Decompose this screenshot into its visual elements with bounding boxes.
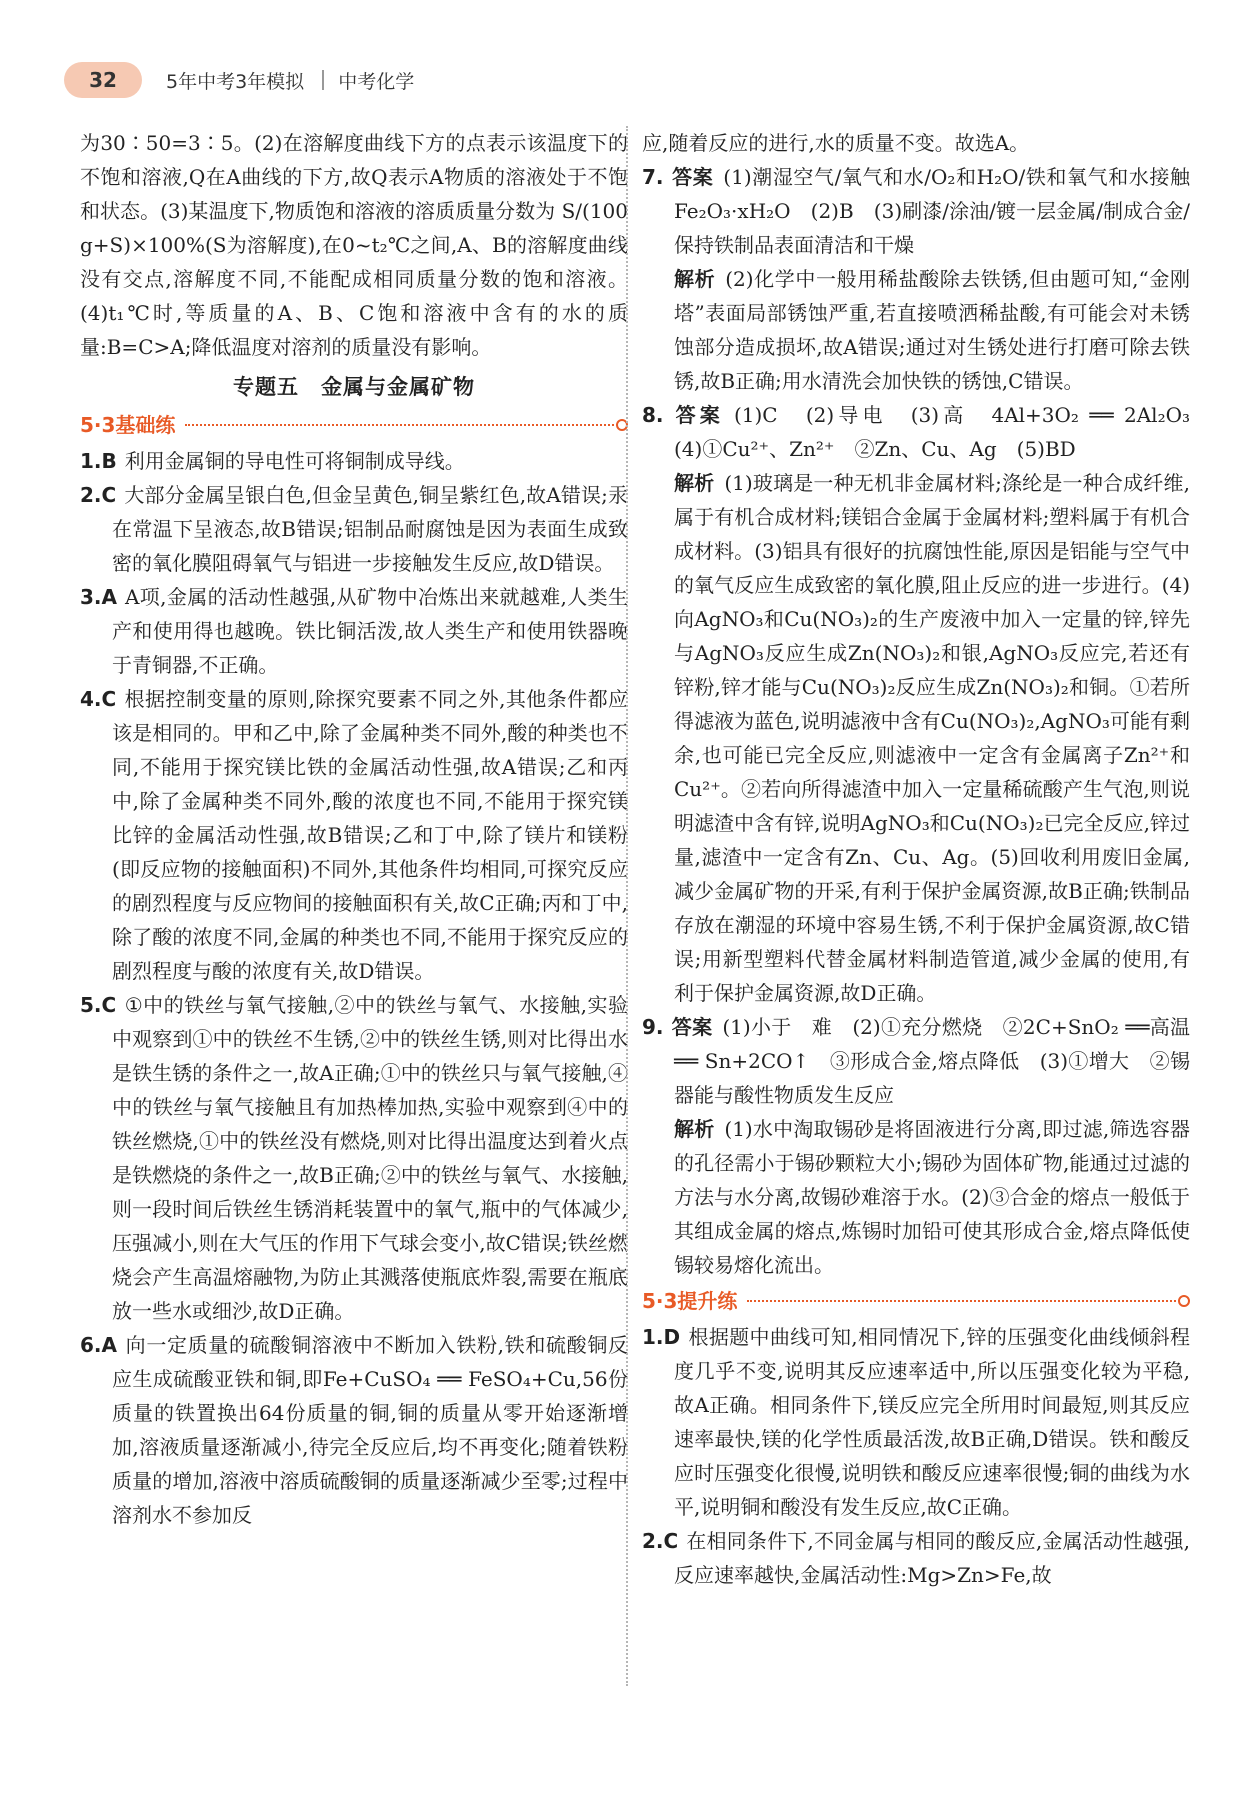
subject-label: 中考化学 [338,70,415,93]
answer-item: 9. 答案 (1)小于 难 (2)①充分燃烧 ②2C+SnO₂ ══高温══ Sn+2CO↑ ③形成合金,熔点降低 (3)①增大 ②锡器能与酸性物质发生反应 [642,1015,1190,1107]
continuation-text: 应,随着反应的进行,水的质量不变。故选A。 [642,131,1030,155]
answer-item: 2.C 大部分金属呈银白色,但金呈黄色,铜呈紫红色,故A错误;汞在常温下呈液态,故B错误;铝制品耐腐蚀是因为表面生成致密的氧化膜阻碍氧气与铝进一步接触发生反应,故D错误。 [80,483,628,575]
analysis-text: 解析 (1)玻璃是一种无机非金属材料;涤纶是一种合成纤维,属于有机合成材料;镁铝合金属于金属材料;塑料属于有机合成材料。(3)铝具有很好的抗腐蚀性能,原因是铝能与空气中的氧气反应生成致密的氧化膜,阻止反应的进一步进行。(4)向AgNO₃和Cu(NO₃)₂的生产废液中加入一定量的锌,锌先与AgNO₃反应生成Zn(NO₃)₂和银,AgNO₃反应完,若还有锌粉,锌才能与Cu(NO₃)₂反应生成Zn(NO₃)₂和铜。①若所得滤液为蓝色,说明滤液中含有Cu(NO₃)₂,AgNO₃可能有剩余,也可能已完全反应,则滤液中一定含有金属离子Zn²⁺和Cu²⁺。②若向所得滤渣中加入一定量稀硫酸产生气泡,则说明滤渣中含有锌,说明AgNO₃和Cu(NO₃)₂已完全反应,锌过量,滤渣中一定含有Zn、Cu、Ag。(5)回收利用废旧金属,减少金属矿物的开采,有利于保护金属资源,故B正确;铁制品存放在潮湿的环境中容易生锈,不利于保护金属资源,故C错误;用新型塑料代替金属材料制造管道,减少金属的使用,有利于保护金属资源,故D正确。 [674,471,1190,1005]
page-number-badge: 32 [64,62,142,98]
answer-item: 6.A 向一定质量的硫酸铜溶液中不断加入铁粉,铁和硫酸铜反应生成硫酸亚铁和铜,即Fe+CuSO₄ ══ FeSO₄+Cu,56份质量的铁置换出64份质量的铜,铜的质量从零开始逐渐增加,溶液质量逐渐减小,待完全反应后,均不再变化;随着铁粉质量的增加,溶液中溶质硫酸铜的质量逐渐减少至零;过程中溶剂水不参加反 [80,1333,628,1527]
answer-item: 1.B 利用金属铜的导电性可将铜制成导线。 [80,449,465,473]
section-end-dot [1178,1295,1190,1307]
page-header [64,60,414,100]
answer-item: 8. 答案 (1)C (2)导电 (3)高 4Al+3O₂ ══ 2Al₂O₃ (4)①Cu²⁺、Zn²⁺ ②Zn、Cu、Ag (5)BD [642,403,1211,461]
book-title: 5年中考3年模拟 [166,70,305,93]
analysis-text: 解析 (1)水中淘取锡砂是将固液进行分离,即过滤,筛选容器的孔径需小于锡砂颗粒大小;锡砂为固体矿物,能通过过滤的方法与水分离,故锡砂难溶于水。(2)③合金的熔点一般低于其组成金属的熔点,炼锡时加铅可使其形成合金,熔点降低使锡较易熔化流出。 [674,1117,1191,1277]
answer-item: 5.C ①中的铁丝与氧气接触,②中的铁丝与氧气、水接触,实验中观察到①中的铁丝不生锈,②中的铁丝生锈,则对比得出水是铁生锈的条件之一,故A正确;①中的铁丝只与氧气接触,④中的铁丝与氧气接触且有加热棒加热,实验中观察到④中的铁丝燃烧,①中的铁丝没有燃烧,则对比得出温度达到着火点是铁燃烧的条件之一,故B正确;②中的铁丝与氧气、水接触,则一段时间后铁丝生锈消耗装置中的氧气,瓶中的气体减少,压强减小,则在大气压的作用下气球会变小,故C错误;铁丝燃烧会产生高温熔融物,为防止其溅落使瓶底炸裂,需要在瓶底放一些水或细沙,故D正确。 [80,993,628,1323]
answer-item: 4.C 根据控制变量的原则,除探究要素不同之外,其他条件都应该是相同的。甲和乙中,除了金属种类不同外,酸的种类也不同,不能用于探究镁比铁的金属活动性强,故A错误;乙和丙中,除了金属种类不同外,酸的浓度也不同,不能用于探究镁比锌的金属活动性强,故B错误;乙和丁中,除了镁片和镁粉(即反应物的接触面积)不同外,其他条件均相同,可探究反应的剧烈程度与反应物间的接触面积有关,故C正确;丙和丁中,除了酸的浓度不同,金属的种类也不同,不能用于探究反应的剧烈程度与酸的浓度有关,故D错误。 [80,687,628,983]
section-dotted-line [185,424,614,426]
column-divider [626,126,628,1686]
section-dotted-line [747,1300,1176,1302]
section-heading-basic [80,408,628,442]
section-title: 5·3提升练 [642,1289,738,1313]
continuation-text: 为30∶50=3∶5。(2)在溶解度曲线下方的点表示该温度下的不饱和溶液,Q在A曲线的下方,故Q表示A物质的溶液处于不饱和状态。(3)某温度下,物质饱和溶液的溶质质量分数为 S/(100 g+S)×100%(S为溶解度),在0~t₂℃之间,A、B的溶解度曲线没有交点,溶解度不同,不能配成相同质量分数的饱和溶液。(4)t₁℃时,等质量的A、B、C饱和溶液中含有的水的质量:B=C>A;降低温度对溶剂的质量没有影响。 [80,131,628,359]
analysis-text: 解析 (2)化学中一般用稀盐酸除去铁锈,但由题可知,“金刚塔”表面局部锈蚀严重,若直接喷洒稀盐酸,有可能会对未锈蚀部分造成损坏,故A错误;通过对生锈处进行打磨可除去铁锈,故B正确;用水清洗会加快铁的锈蚀,C错误。 [674,267,1190,393]
left-column [80,126,628,1686]
answer-item: 2.C 在相同条件下,不同金属与相同的酸反应,金属活动性越强,反应速率越快,金属活动性:Mg>Zn>Fe,故 [642,1529,1190,1587]
header-separator [322,70,324,90]
section-title: 5·3基础练 [80,413,176,437]
answer-item: 3.A A项,金属的活动性越强,从矿物中冶炼出来就越难,人类生产和使用得也越晚。铁比铜活泼,故人类生产和使用铁器晚于青铜器,不正确。 [80,585,628,677]
answer-item: 7. 答案 (1)潮湿空气/氧气和水/O₂和H₂O/铁和氧气和水接触 Fe₂O₃·xH₂O (2)B (3)刷漆/涂油/镀一层金属/制成合金/保持铁制品表面清洁和干燥 [642,165,1210,257]
topic-heading: 专题五 金属与金属矿物 [233,375,475,399]
answer-item: 1.D 根据题中曲线可知,相同情况下,锌的压强变化曲线倾斜程度几乎不变,说明其反应速率适中,所以压强变化较为平稳,故A正确。相同条件下,镁反应完全所用时间最短,则其反应速率最快,镁的化学性质最活泼,故B正确,D错误。铁和酸反应时压强变化很慢,说明铁和酸反应速率很慢;铜的曲线为水平,说明铜和酸没有发生反应,故C正确。 [642,1325,1190,1519]
right-column [642,126,1211,1686]
section-heading-advanced [642,1284,1190,1318]
